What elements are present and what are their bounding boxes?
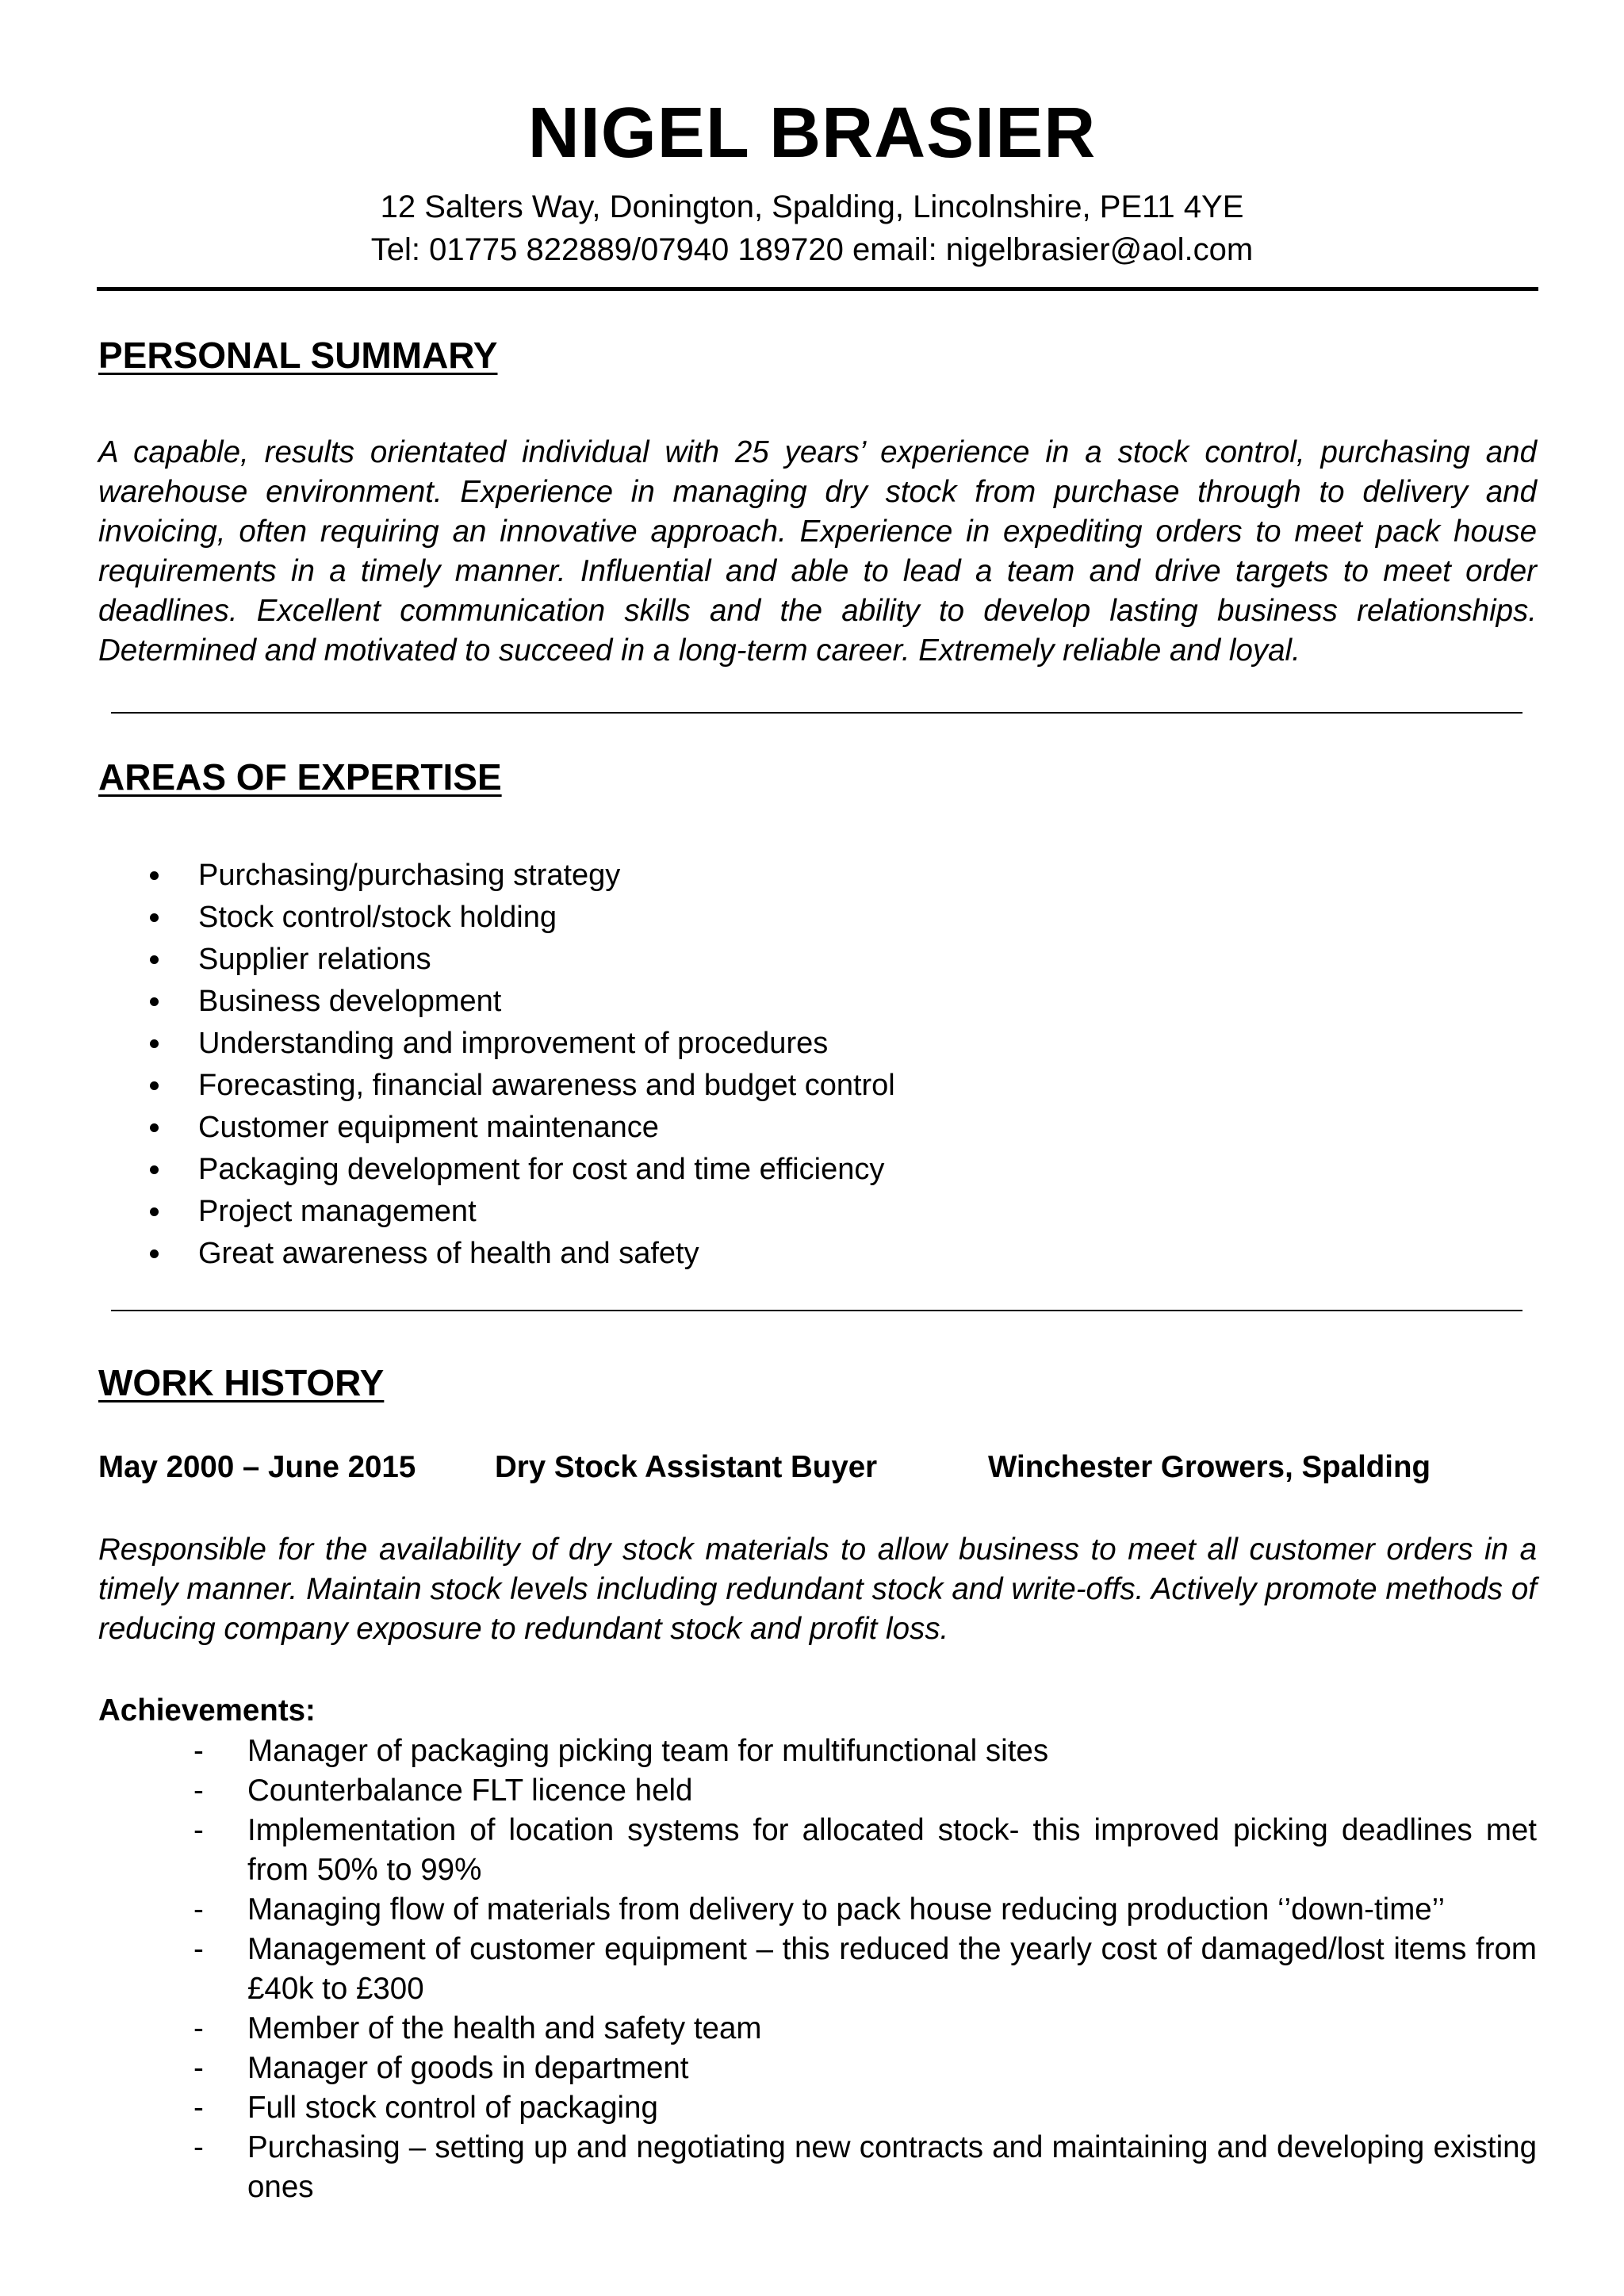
expertise-divider	[111, 1310, 1522, 1311]
expertise-item: Supplier relations	[0, 939, 895, 981]
job-dates: May 2000 – June 2015	[98, 1450, 416, 1484]
expertise-item: Customer equipment maintenance	[0, 1107, 895, 1149]
address-line: 12 Salters Way, Donington, Spalding, Lincolnshire, PE11 4YE	[380, 189, 1244, 224]
achievement-item: - Member of the health and safety team	[0, 2009, 1537, 2049]
expertise-item: Project management	[0, 1191, 895, 1233]
expertise-item: Purchasing/purchasing strategy	[0, 855, 895, 897]
achievement-item: - Full stock control of packaging	[0, 2088, 1537, 2128]
header-divider	[97, 287, 1538, 291]
achievement-item: - Implementation of location systems for allocated stock- this improved picking deadlines met from 50% to 99%	[0, 1811, 1537, 1890]
expertise-list	[0, 855, 895, 1275]
achievement-item: - Counterbalance FLT licence held	[0, 1771, 1537, 1811]
expertise-item: Business development	[0, 981, 895, 1023]
areas-of-expertise-heading: AREAS OF EXPERTISE	[98, 756, 502, 798]
personal-summary-heading: PERSONAL SUMMARY	[98, 335, 498, 376]
achievements-list	[0, 1732, 1537, 2207]
job-employer: Winchester Growers, Spalding	[988, 1450, 1431, 1484]
personal-summary-text: A capable, results orientated individual with 25 years’ experience in a stock control, purchasing and warehouse environment. Experience in managing dry stock from purchase through to delivery and invoicing, often requiring an innovative approach. Experience in expediting orders to meet pack house requirements in a timely manner. Influential and able to lead a team and drive targets to meet order deadlines. Excellent communication skills and the ability to develop lasting business relationships. Determined and motivated to succeed in a long-term career. Extremely reliable and loyal.	[98, 435, 1537, 668]
job-description: Responsible for the availability of dry stock materials to allow business to meet all customer orders in a timely manner. Maintain stock levels including redundant stock and write-offs. Actively promote methods of reducing company exposure to redundant stock and profit loss.	[98, 1533, 1537, 1646]
candidate-name: NIGEL BRASIER	[527, 94, 1097, 173]
achievement-item: - Managing flow of materials from delivery to pack house reducing production ‘’down-time’’	[0, 1890, 1537, 1930]
expertise-item: Forecasting, financial awareness and budget control	[0, 1065, 895, 1107]
summary-divider	[111, 712, 1522, 714]
expertise-item: Great awareness of health and safety	[0, 1233, 895, 1275]
expertise-item: Understanding and improvement of procedures	[0, 1023, 895, 1065]
achievements-heading: Achievements:	[98, 1693, 316, 1728]
expertise-item: Stock control/stock holding	[0, 897, 895, 939]
achievement-item: - Manager of goods in department	[0, 2049, 1537, 2088]
job-header	[98, 1448, 1537, 1487]
expertise-item: Packaging development for cost and time efficiency	[0, 1149, 895, 1191]
achievement-item: - Management of customer equipment – this reduced the yearly cost of damaged/lost items from £40k to £300	[0, 1930, 1537, 2009]
work-history-heading: WORK HISTORY	[98, 1362, 385, 1403]
achievement-item: - Manager of packaging picking team for multifunctional sites	[0, 1732, 1537, 1771]
achievement-item: - Purchasing – setting up and negotiating new contracts and maintaining and developing existing ones	[0, 2128, 1537, 2207]
contact-line: Tel: 01775 822889/07940 189720 email: nigelbrasier@aol.com	[370, 232, 1254, 267]
job-title: Dry Stock Assistant Buyer	[495, 1450, 878, 1484]
